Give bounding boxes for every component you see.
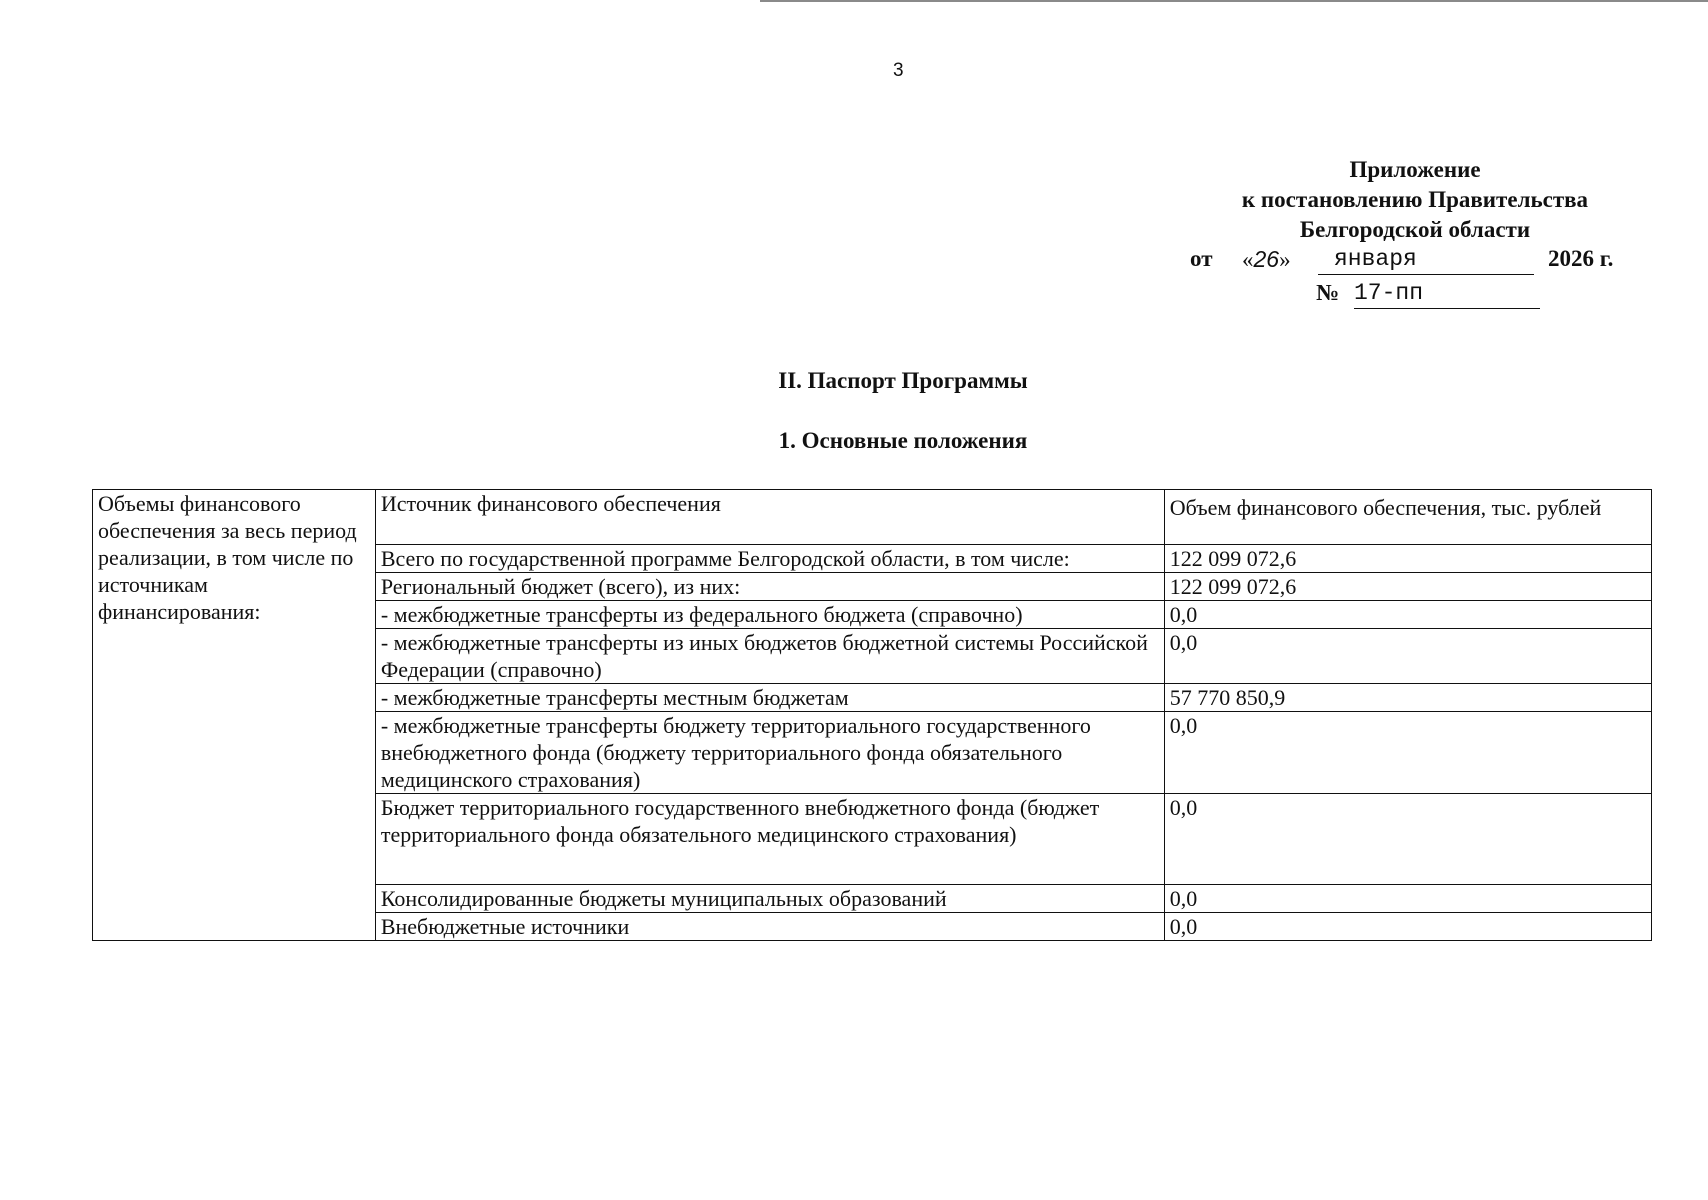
- source-cell: Бюджет территориального государственного внебюджетного фонда (бюджет территориального фонда обязательного медицинского страхования): [375, 794, 1164, 885]
- amount-cell: 0,0: [1164, 629, 1651, 684]
- amount-cell: 0,0: [1164, 601, 1651, 629]
- amount-cell: 0,0: [1164, 885, 1651, 913]
- source-cell: Региональный бюджет (всего), из них:: [375, 573, 1164, 601]
- amount-cell: 57 770 850,9: [1164, 684, 1651, 712]
- date-day-value: 26: [1253, 246, 1280, 272]
- date-year: 2026 г.: [1548, 246, 1614, 271]
- source-cell: - межбюджетные трансферты бюджету территориального государственного внебюджетного фонда (бюджету территориального фонда обязательного медицинского страхования): [375, 712, 1164, 794]
- date-prefix: от: [1190, 246, 1213, 271]
- appendix-title: Приложение: [1349, 157, 1481, 182]
- amount-cell: 0,0: [1164, 712, 1651, 794]
- top-scan-rule: [760, 0, 1708, 2]
- passport-table: [92, 489, 1652, 941]
- amount-cell: 122 099 072,6: [1164, 545, 1651, 573]
- page-number: 3: [893, 60, 904, 81]
- amount-cell: 122 099 072,6: [1164, 573, 1651, 601]
- amount-cell: 0,0: [1164, 794, 1651, 885]
- resolution-number: 17-пп: [1354, 280, 1540, 309]
- source-cell: - межбюджетные трансферты из федерального бюджета (справочно): [375, 601, 1164, 629]
- source-cell: - межбюджетные трансферты местным бюджетам: [375, 684, 1164, 712]
- subsection-title: 1. Основные положения: [778, 428, 1028, 453]
- date-month: января: [1318, 246, 1534, 275]
- date-day: «26»: [1242, 246, 1291, 272]
- header-source-cell: Источник финансового обеспечения: [375, 490, 1164, 545]
- financing-label-cell: Объемы финансового обеспечения за весь период реализации, в том числе по источникам финансирования:: [93, 490, 376, 941]
- appendix-line-resolution: к постановлению Правительства: [1241, 187, 1589, 212]
- appendix-block: [1170, 155, 1660, 245]
- table-header-row: [93, 490, 1652, 545]
- source-cell: Консолидированные бюджеты муниципальных образований: [375, 885, 1164, 913]
- header-amount-cell: Объем финансового обеспечения, тыс. рублей: [1164, 490, 1651, 545]
- amount-cell: 0,0: [1164, 913, 1651, 941]
- source-cell: - межбюджетные трансферты из иных бюджетов бюджетной системы Российской Федерации (справочно): [375, 629, 1164, 684]
- source-cell: Внебюджетные источники: [375, 913, 1164, 941]
- number-sign: №: [1316, 280, 1340, 305]
- source-cell: Всего по государственной программе Белгородской области, в том числе:: [375, 545, 1164, 573]
- appendix-line-region: Белгородской области: [1299, 217, 1531, 242]
- section-title: II. Паспорт Программы: [778, 368, 1028, 393]
